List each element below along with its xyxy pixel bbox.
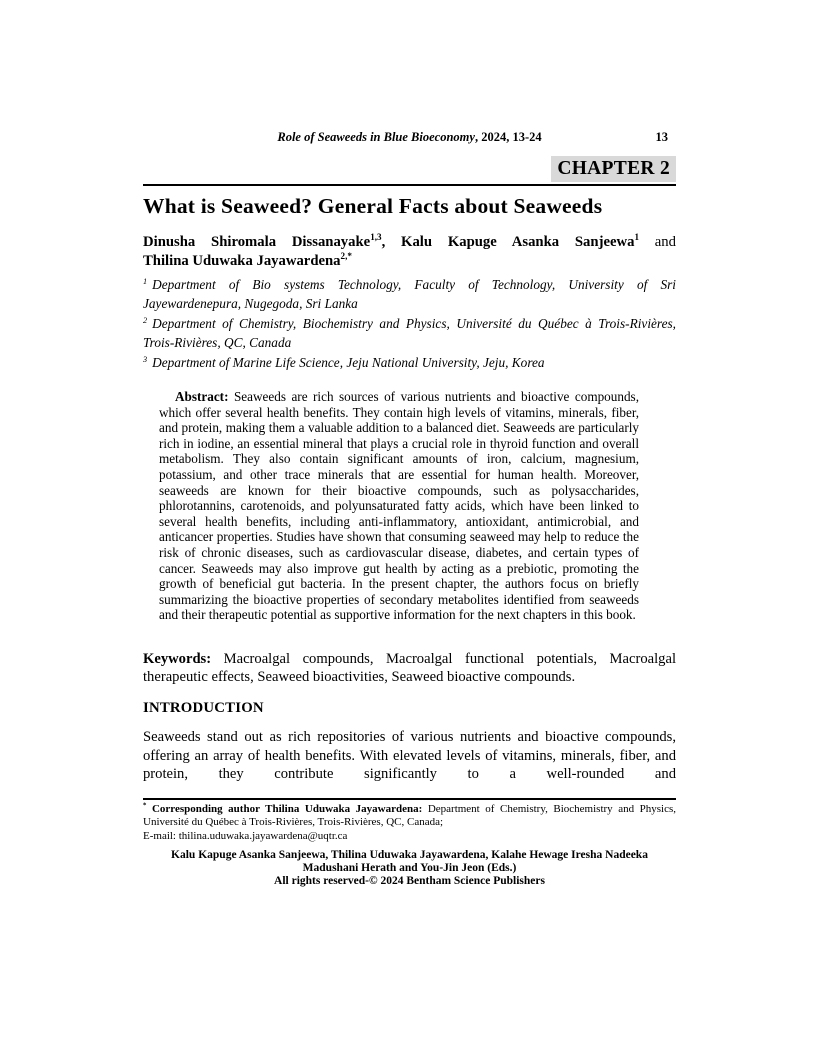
running-head-book-title: Role of Seaweeds in Blue Bioeconomy <box>277 130 475 144</box>
footnote-label: Corresponding author Thilina Uduwaka Jayawardena: <box>146 803 423 815</box>
page-number: 13 <box>655 130 668 144</box>
affiliations-block <box>143 276 676 375</box>
email-label: E-mail: <box>143 829 179 842</box>
affiliation-3-marker: 3 <box>143 354 148 364</box>
footnote <box>143 803 676 843</box>
footnote-marker: * <box>143 802 147 810</box>
affiliation-1-text: Department of Bio systems Technology, Faculty of Technology, University of Sri Jayewardenepura, Nugegoda, Sri Lanka <box>143 277 676 311</box>
introduction-paragraph: Seaweeds stand out as rich repositories of various nutrients and bioactive compounds, offering an array of health benefits. With elevated levels of vitamins, minerals, fiber, and protein, they contribute significantly to a well-rounded and <box>143 729 676 783</box>
authors-block <box>143 233 676 271</box>
author-3-affiliation-marks: 2,* <box>340 251 352 262</box>
author-name-2: Kalu Kapuge Asanka Sanjeewa <box>401 234 635 250</box>
author-1-affiliation-marks: 1,3 <box>370 232 382 243</box>
affiliation-1 <box>143 276 676 313</box>
affiliation-2 <box>143 315 676 352</box>
author-name-3: Thilina Uduwaka Jayawardena <box>143 253 341 269</box>
header-rule <box>143 184 676 186</box>
affiliation-2-marker: 2 <box>143 315 148 325</box>
affiliation-1-marker: 1 <box>143 276 148 286</box>
email-address[interactable]: thilina.uduwaka.jayawardena@uqtr.ca <box>178 829 348 842</box>
affiliation-3-text: Department of Marine Life Science, Jeju National University, Jeju, Korea <box>152 355 545 370</box>
keywords <box>143 651 676 686</box>
footnote-affiliation: Department of Chemistry, Biochemistry and Physics, Université du Québec à Trois-Rivières, Trois-Rivières, QC, Canada; <box>143 803 676 829</box>
abstract-text: Seaweeds are rich sources of various nutrients and bioactive compounds, which offer several health benefits. They contain high levels of vitamins, minerals, fiber, and protein, making them a valuable addition to a balanced diet. Seaweeds are particularly rich in iodine, an essential mineral that plays a crucial role in thyroid function and overall metabolism. They also contain significant amounts of iron, calcium, magnesium, potassium, and other trace minerals that are essential for human health. Moreover, seaweeds are known for their bioactive compounds, such as polysaccharides, phlorotannins, carotenoids, and polyunsaturated fatty acids, which have been linked to several health benefits, including anti-inflammatory, antioxidant, antimicrobial, and anticancer properties. Studies have shown that consuming seaweed may help to reduce the risk of chronic diseases, such as cardiovascular disease, diabetes, and certain types of cancer. Seaweeds may also improve gut health by acting as a prebiotic, promoting the growth of beneficial gut bacteria. In the present chapter, the authors focus on briefly summarizing the bioactive properties of secondary metabolites identified from seaweeds and their therapeutic potential as supportive information for the next chapters in this book. <box>159 389 639 623</box>
authors-line-2 <box>143 252 676 271</box>
introduction-heading: INTRODUCTION <box>143 700 264 716</box>
chapter-badge: CHAPTER 2 <box>551 156 676 182</box>
author-separator: , <box>381 234 402 250</box>
running-head <box>143 130 676 148</box>
author-name-1: Dinusha Shiromala Dissanayake <box>143 234 371 250</box>
affiliation-3 <box>143 354 676 373</box>
footer-editors: Kalu Kapuge Asanka Sanjeewa, Thilina Uduwaka Jayawardena, Kalahe Hewage Iresha Nadeeka Madushani Herath and You-Jin Jeon (Eds.) <box>171 849 648 874</box>
footnote-corresponding-author <box>143 803 676 830</box>
abstract <box>159 389 639 623</box>
authors-line-1 <box>143 233 676 252</box>
chapter-title: What is Seaweed? General Facts about Seaweeds <box>143 194 603 218</box>
footnote-rule <box>143 798 676 800</box>
footnote-email-line <box>143 830 676 843</box>
keywords-text: Macroalgal compounds, Macroalgal functional potentials, Macroalgal therapeutic effects, Seaweed bioactivities, Seaweed bioactive compounds. <box>143 651 676 685</box>
publisher-footer <box>143 849 676 888</box>
author-2-affiliation-marks: 1 <box>634 232 640 243</box>
keywords-label: Keywords: <box>143 651 212 667</box>
affiliation-2-text: Department of Chemistry, Biochemistry and Physics, Université du Québec à Trois-Rivières, Trois-Rivières, QC, Canada <box>143 316 676 350</box>
footer-rights: All rights reserved-© 2024 Bentham Science Publishers <box>274 875 545 887</box>
running-head-title <box>277 130 541 144</box>
running-head-pages: , 2024, 13-24 <box>474 130 542 144</box>
abstract-label: Abstract: <box>175 389 229 404</box>
authors-connector: and <box>639 234 676 250</box>
